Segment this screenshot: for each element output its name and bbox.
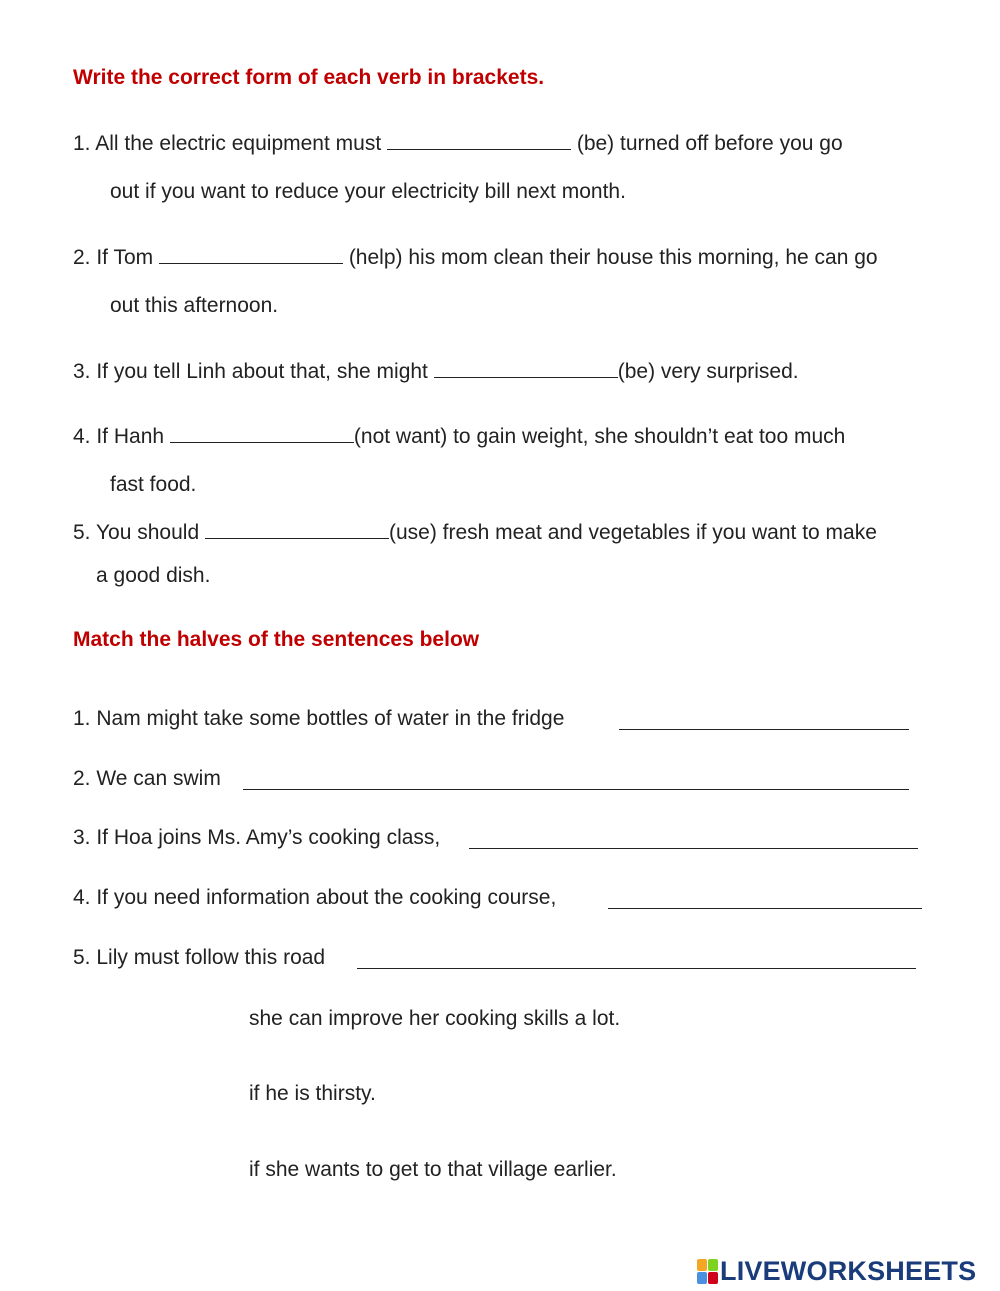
answer-blank[interactable] bbox=[170, 424, 354, 443]
exercise1-item-4-continued: fast food. bbox=[110, 473, 197, 496]
exercise1-item-1-continued: out if you want to reduce your electricity bill next month. bbox=[110, 180, 626, 203]
exercise1-item-5-continued: a good dish. bbox=[96, 564, 211, 587]
match-item-1: 1. Nam might take some bottles of water in the fridge bbox=[73, 707, 565, 730]
match-item-3: 3. If Hoa joins Ms. Amy’s cooking class, bbox=[73, 826, 441, 849]
match-option[interactable]: she can improve her cooking skills a lot. bbox=[249, 1007, 621, 1030]
brand-name: LIVEWORKSHEETS bbox=[720, 1256, 977, 1286]
liveworksheets-logo-icon bbox=[697, 1259, 718, 1284]
answer-blank[interactable] bbox=[159, 245, 343, 264]
match-blank-3[interactable] bbox=[469, 830, 918, 849]
exercise1-item-4: 4. If Hanh (not want) to gain weight, she shouldn’t eat too much bbox=[73, 425, 846, 448]
match-item-2: 2. We can swim bbox=[73, 767, 221, 790]
match-option[interactable]: if he is thirsty. bbox=[249, 1082, 376, 1105]
match-blank-5[interactable] bbox=[357, 950, 916, 969]
exercise1-item-3: 3. If you tell Linh about that, she might (be) very surprised. bbox=[73, 360, 799, 383]
match-blank-1[interactable] bbox=[619, 711, 909, 730]
match-option[interactable]: if she wants to get to that village earlier. bbox=[249, 1158, 617, 1181]
answer-blank[interactable] bbox=[205, 520, 389, 539]
match-item-5: 5. Lily must follow this road bbox=[73, 946, 326, 969]
exercise1-item-5: 5. You should (use) fresh meat and vegetables if you want to make bbox=[73, 521, 877, 544]
answer-blank[interactable] bbox=[434, 359, 618, 378]
section2-heading: Match the halves of the sentences below bbox=[73, 628, 480, 651]
exercise1-item-1: 1. All the electric equipment must (be) turned off before you go bbox=[73, 132, 843, 155]
liveworksheets-logo bbox=[697, 1256, 976, 1287]
section1-heading: Write the correct form of each verb in brackets. bbox=[73, 66, 545, 89]
exercise1-item-2-continued: out this afternoon. bbox=[110, 294, 279, 317]
match-blank-4[interactable] bbox=[608, 890, 922, 909]
match-blank-2[interactable] bbox=[243, 771, 909, 790]
match-item-4: 4. If you need information about the cooking course, bbox=[73, 886, 557, 909]
exercise1-item-2: 2. If Tom (help) his mom clean their house this morning, he can go bbox=[73, 246, 878, 269]
answer-blank[interactable] bbox=[387, 131, 571, 150]
